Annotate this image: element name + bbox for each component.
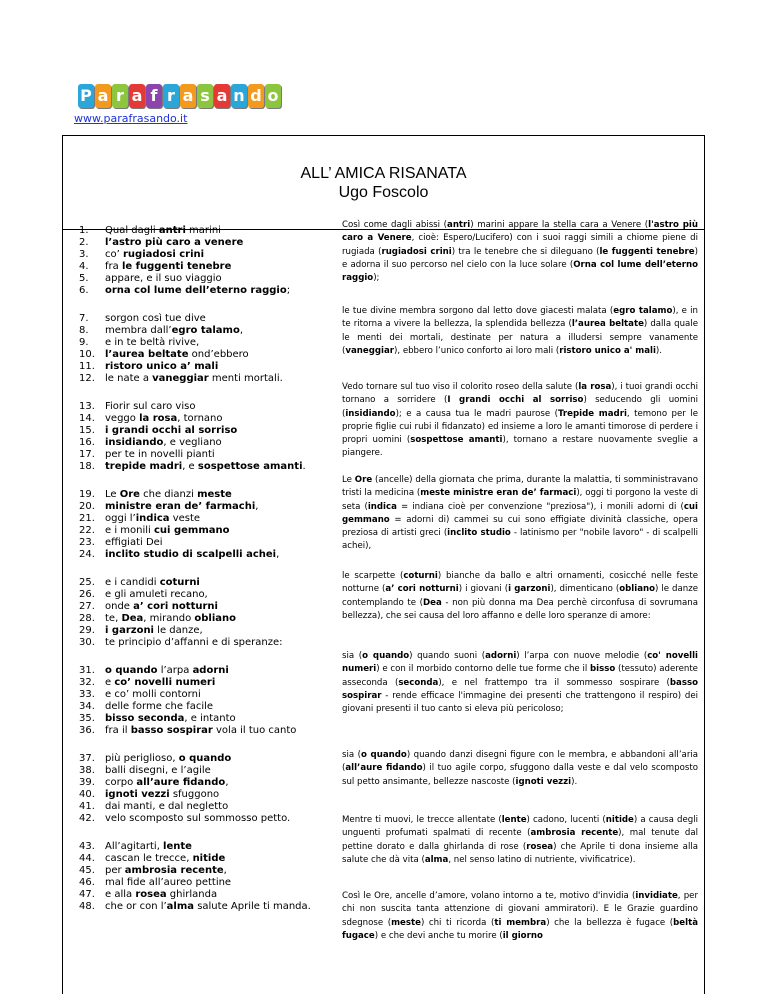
- paraphrase-paragraph: Così come dagli abissi (antri) marini appare la stella cara a Venere (l'astro più caro a Venere, cioè: Espero/Lucifero) con i suoi raggi simili a chiome piene di rugiada (rugiadosi crini) tra le tenebre che si dileguano (le fuggenti tenebre) e adorna il suo percorso nel cielo con la luce solare (Orna col lume dell’eterno raggio);: [342, 220, 698, 284]
- verse-number: 2.: [79, 237, 89, 248]
- verse-line: e co’ novelli numeri: [105, 677, 216, 688]
- verse-line: e alla rosea ghirlanda: [105, 889, 218, 900]
- stanza-verses: [105, 225, 325, 297]
- logo-letter-tile: a: [129, 84, 145, 108]
- logo-letter-tile: r: [112, 84, 128, 108]
- logo-letter-tile: r: [163, 84, 179, 108]
- paraphrase-paragraph-final: Così le Ore, ancelle d’amore, volano intorno a te, motivo d'invidia (invidiate, per chi non suscita tanta attenzione di giovani ammiratori). E le Grazie guardino sdegnose (meste) chi ti ricorda (ti membra) che la bellezza è fugace (beltà fugace) e che devi anche tu morire (il giorno: [342, 891, 698, 941]
- verse-line: trepide madri, e sospettose amanti.: [105, 461, 306, 472]
- verse-number: 24.: [79, 549, 95, 560]
- verse-number: 19.: [79, 489, 95, 500]
- verse-line: velo scomposto sul sommosso petto.: [105, 813, 291, 824]
- verse-number: 18.: [79, 461, 95, 472]
- verse-line: te, Dea, mirando obliano: [105, 613, 237, 624]
- verse-line: veggo la rosa, tornano: [105, 413, 223, 424]
- verse-number: 4.: [79, 261, 89, 272]
- verse-numbers: [79, 313, 103, 385]
- stanza-verses: [105, 401, 325, 473]
- verse-number: 44.: [79, 853, 95, 864]
- verse-line: delle forme che facile: [105, 701, 214, 712]
- logo-letter-tile: a: [180, 84, 196, 108]
- verse-numbers: [79, 577, 103, 649]
- verse-number: 45.: [79, 865, 95, 876]
- verse-number: 46.: [79, 877, 95, 888]
- verse-line: appare, e il suo viaggio: [105, 273, 222, 284]
- stanza-verses: [105, 489, 325, 561]
- verse-number: 47.: [79, 889, 95, 900]
- verse-line: Fiorir sul caro viso: [105, 401, 196, 412]
- stanza-verses: [105, 577, 325, 649]
- verse-line: Le Ore che dianzi meste: [105, 489, 232, 500]
- paraphrase-paragraph: le scarpette (coturni) bianche da ballo e altri ornamenti, cosicché nelle feste notturne (a’ cori notturni) i giovani (i garzoni), dimenticano (obliano) le danze contemplando te (Dea - non più donna ma Dea perchè circonfusa di sovrumana bellezza), che sei causa del loro affanno e delle loro speranze di amore:: [342, 571, 698, 621]
- verse-number: 9.: [79, 337, 89, 348]
- logo-letter-tile: d: [248, 84, 264, 108]
- verse-line: co’ rugiadosi crini: [105, 249, 205, 260]
- verse-number: 12.: [79, 373, 95, 384]
- verse-number: 14.: [79, 413, 95, 424]
- verse-line: più periglioso, o quando: [105, 753, 232, 764]
- verse-number: 37.: [79, 753, 95, 764]
- verse-line: l’aurea beltate ond’ebbero: [105, 349, 249, 360]
- paraphrase-paragraph: Mentre ti muovi, le trecce allentate (lente) cadono, lucenti (nitide) a causa degli unguenti profumati spalmati di recente (ambrosia recente), mal tenute dal pettine dorato e dalla ghirlanda di rose (rosea) che Aprile ti dona insieme alla salute che dà vita (alma, nel senso latino di nutriente, vivificatrice).: [342, 815, 699, 865]
- verse-line: i grandi occhi al sorriso: [105, 425, 238, 436]
- verse-line: Qual dagli antri marini: [105, 225, 221, 236]
- verse-line: balli disegni, e l’agile: [105, 765, 211, 776]
- verse-number: 16.: [79, 437, 95, 448]
- verse-number: 13.: [79, 401, 95, 412]
- paraphrase-paragraph: Vedo tornare sul tuo viso il colorito roseo della salute (la rosa), i tuoi grandi occhi tornano a sorridere (I grandi occhi al sorriso) seducendo gli uomini (insidiando); e a causa tua le madri paurose (Trepide madri, temono per le proprie figlie cui rubi il fidanzato) ed insieme a loro le amanti timorose di perdere i propri uomini (sospettose amanti), tornano a restare nuovamente sveglie a piangere.: [342, 382, 698, 459]
- verse-number: 39.: [79, 777, 95, 788]
- stanza-verses: [105, 841, 325, 913]
- verse-line: e gli amuleti recano,: [105, 589, 208, 600]
- verse-number: 36.: [79, 725, 95, 736]
- verse-number: 48.: [79, 901, 95, 912]
- verse-line: per te in novelli pianti: [105, 449, 215, 460]
- verse-number: 41.: [79, 801, 95, 812]
- verse-number: 31.: [79, 665, 95, 676]
- verse-line: orna col lume dell’eterno raggio;: [105, 285, 291, 296]
- verse-line: e co’ molli contorni: [105, 689, 201, 700]
- verse-line: oggi l’indica veste: [105, 513, 201, 524]
- site-link[interactable]: www.parafrasando.it: [74, 112, 188, 125]
- verse-line: e in te beltà rivive,: [105, 337, 200, 348]
- logo-letter-tile: P: [78, 84, 94, 108]
- poem-title: ALL’ AMICA RISANATA: [300, 165, 467, 182]
- verse-line: e i monili cui gemmano: [105, 525, 230, 536]
- verse-numbers: [79, 753, 103, 825]
- logo-letter-tile: s: [197, 84, 213, 108]
- verse-number: 34.: [79, 701, 95, 712]
- verse-number: 35.: [79, 713, 95, 724]
- verse-line: effigiati Dei: [105, 537, 163, 548]
- verse-line: le nate a vaneggiar menti mortali.: [105, 373, 283, 384]
- verse-number: 29.: [79, 625, 95, 636]
- parafrasando-logo: [78, 84, 281, 110]
- verse-number: 26.: [79, 589, 95, 600]
- verse-number: 5.: [79, 273, 89, 284]
- logo-letter-tile: o: [265, 84, 281, 108]
- verse-numbers: [79, 225, 103, 297]
- verse-numbers: [79, 665, 103, 737]
- verse-line: All’agitarti, lente: [105, 841, 192, 852]
- paraphrase-paragraph: Le Ore (ancelle) della giornata che prima, durante la malattia, ti somministravano tristi la medicina (meste ministre eran de’ farmaci), oggi ti porgono la veste di seta (indica = indiana cioè per convenzione "preziosa"), i monili adorni di (cui gemmano = adorni di) cammei su cui sono effigiate divinità classiche, opera preziosa di artisti greci (inclito studio - latinismo per "nobile lavoro" - di scalpelli achei),: [342, 475, 698, 552]
- poem-author: Ugo Foscolo: [338, 184, 429, 201]
- verse-line: i garzoni le danze,: [105, 625, 203, 636]
- logo-letter-tile: a: [214, 84, 230, 108]
- verse-numbers: [79, 841, 103, 913]
- verse-number: 40.: [79, 789, 95, 800]
- verse-number: 17.: [79, 449, 95, 460]
- verse-numbers: [79, 401, 103, 473]
- verse-line: fra il basso sospirar vola il tuo canto: [105, 725, 297, 736]
- verse-line: cascan le trecce, nitide: [105, 853, 226, 864]
- verse-number: 8.: [79, 325, 89, 336]
- verse-number: 33.: [79, 689, 95, 700]
- verse-line: dai manti, e dal negletto: [105, 801, 229, 812]
- verse-number: 11.: [79, 361, 95, 372]
- logo-letter-tile: a: [95, 84, 111, 108]
- verse-line: sorgon così tue dive: [105, 313, 206, 324]
- verse-number: 30.: [79, 637, 95, 648]
- verse-number: 28.: [79, 613, 95, 624]
- verse-number: 10.: [79, 349, 95, 360]
- verse-line: membra dall’egro talamo,: [105, 325, 244, 336]
- logo-letter-tile: n: [231, 84, 247, 108]
- verse-line: inclito studio di scalpelli achei,: [105, 549, 280, 560]
- stanza-verses: [105, 665, 325, 737]
- verse-number: 21.: [79, 513, 95, 524]
- paraphrase-paragraph: le tue divine membra sorgono dal letto dove giacesti malata (egro talamo), e in te ritorna a vivere la bellezza, la splendida bellezza (l’aurea beltate) dalla quale le menti dei mortali, destinate per natura a illudersi sempre vanamente (vaneggiar), ebbero l’unico conforto ai loro mali (ristoro unico a' mali).: [342, 306, 699, 356]
- verse-line: bisso seconda, e intanto: [105, 713, 236, 724]
- verse-number: 7.: [79, 313, 89, 324]
- verse-number: 15.: [79, 425, 95, 436]
- paraphrase-paragraph: sia (o quando) quando suoni (adorni) l’arpa con nuove melodie (co' novelli numeri) e con il morbido contorno delle tue forme che il bisso (tessuto) aderente asseconda (seconda), e nel frattempo tra il sommesso sospirare (basso sospirar - rende efficace l'immagine dei presenti che trattengono il respiro) dei giovani presenti il tuo canto si eleva più pericoloso;: [342, 651, 698, 715]
- verse-line: ignoti vezzi sfuggono: [105, 789, 220, 800]
- verse-line: ristoro unico a’ mali: [105, 361, 219, 372]
- verse-number: 22.: [79, 525, 95, 536]
- verse-number: 42.: [79, 813, 95, 824]
- verse-line: corpo all’aure fidando,: [105, 777, 229, 788]
- verse-line: insidiando, e vegliano: [105, 437, 222, 448]
- verse-number: 20.: [79, 501, 95, 512]
- verse-line: mal fide all’aureo pettine: [105, 877, 232, 888]
- verse-number: 25.: [79, 577, 95, 588]
- verse-number: 3.: [79, 249, 89, 260]
- verse-numbers: [79, 489, 103, 561]
- verse-number: 32.: [79, 677, 95, 688]
- verse-line: o quando l’arpa adorni: [105, 665, 229, 676]
- verse-line: ministre eran de’ farmachi,: [105, 501, 259, 512]
- verse-line: l’astro più caro a venere: [105, 237, 244, 248]
- verse-line: te principio d’affanni e di speranze:: [105, 637, 283, 648]
- paraphrase-paragraph: sia (o quando) quando danzi disegni figure con le membra, e abbandoni all’aria (all’aure fidando) il tuo agile corpo, sfuggono dalla veste e dal velo scomposto sul petto ansimante, bellezze nascoste (ignoti vezzi).: [342, 750, 699, 787]
- verse-number: 38.: [79, 765, 95, 776]
- stanza-verses: [105, 313, 325, 385]
- verse-line: fra le fuggenti tenebre: [105, 261, 232, 272]
- verse-number: 43.: [79, 841, 95, 852]
- verse-line: e i candidi coturni: [105, 577, 200, 588]
- stanza-verses: [105, 753, 325, 825]
- verse-number: 27.: [79, 601, 95, 612]
- verse-line: per ambrosia recente,: [105, 865, 227, 876]
- verse-line: che or con l’alma salute Aprile ti manda.: [105, 901, 311, 912]
- verse-number: 23.: [79, 537, 95, 548]
- verse-line: onde a’ cori notturni: [105, 601, 218, 612]
- logo-letter-tile: f: [146, 84, 162, 108]
- verse-number: 1.: [79, 225, 89, 236]
- verse-number: 6.: [79, 285, 89, 296]
